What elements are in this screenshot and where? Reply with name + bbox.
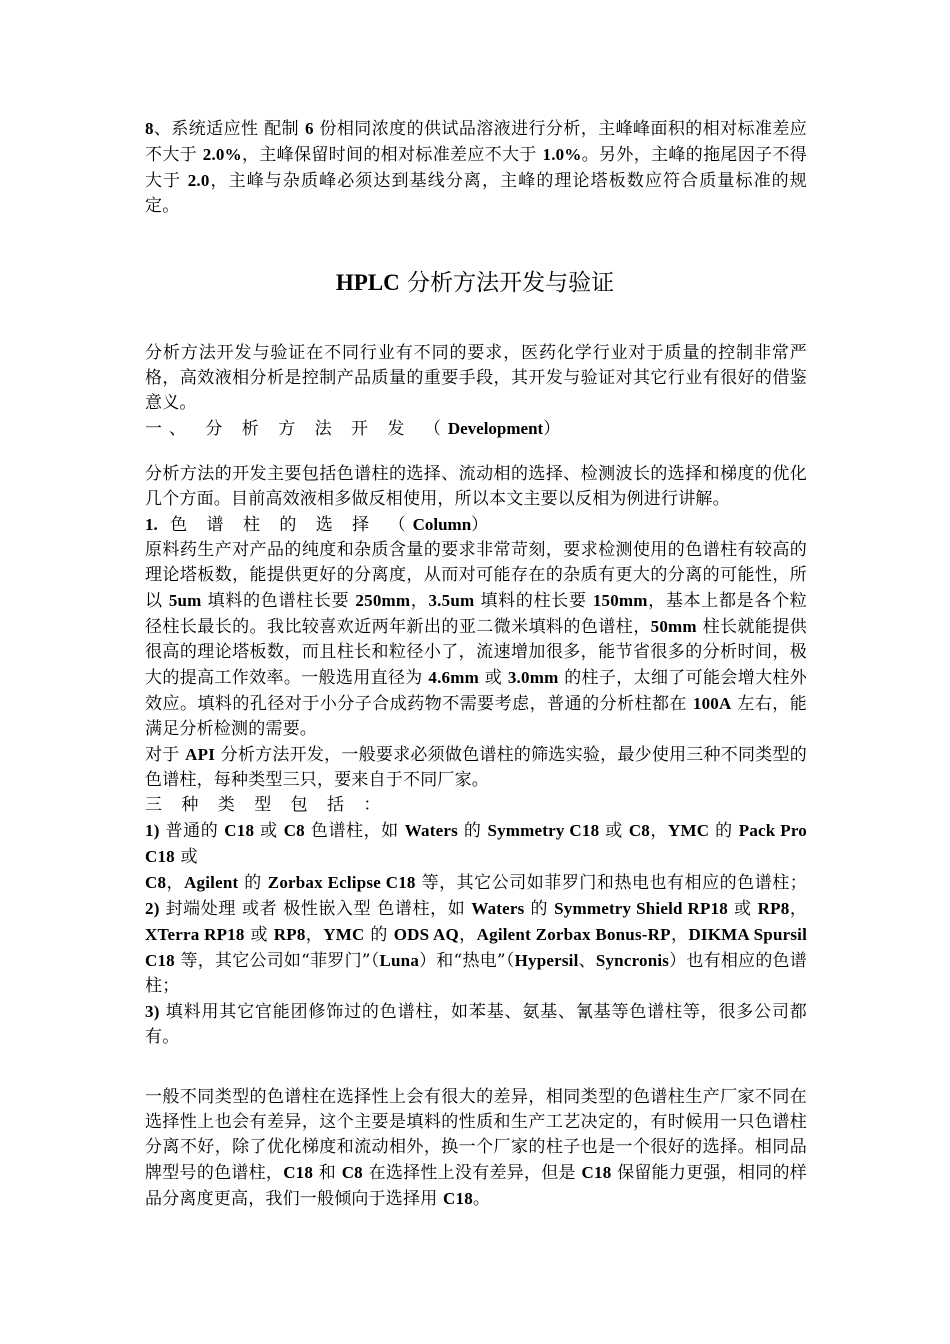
text-run: 三 种 类 型 包 括 ： <box>145 795 388 815</box>
text-run: 填料的柱长要 <box>474 591 593 611</box>
text-run: ） <box>471 515 496 535</box>
text-run: 封端处理 或者 极性嵌入型 色谱柱，如 <box>159 899 472 919</box>
text-run: 色 谱 柱 的 选 择 （ <box>157 515 413 535</box>
text-run: 3) <box>145 1002 160 1021</box>
text-run: 分析方法的开发主要包括色谱柱的选择、流动相的选择、检测波长的选择和梯度的优化几个方面。目前高效液相多做反相使用，所以本文主要以反相为例进行讲解。 <box>145 464 807 509</box>
system-suitability-paragraph <box>145 116 807 219</box>
page-title <box>0 266 950 300</box>
text-run: ， <box>650 821 668 841</box>
text-run: 色谱柱，如 <box>304 821 405 841</box>
text-run: ）也有相应的色谱柱； <box>145 951 807 996</box>
text-run: ，主峰与杂质峰必须达到基线分离，主峰的理论塔板数应符合质量标准的规定。 <box>145 171 807 216</box>
text-run: 左右，能满足分析检测的需要。 <box>145 694 807 739</box>
text-run: ，基本上都是各个粒径柱长最长的。我比较喜欢近两年新出的亚二微米填料的色谱柱， <box>145 591 807 637</box>
text-run: Syncronis <box>595 951 670 970</box>
text-run: HPLC <box>335 270 400 295</box>
text-run: ODS AQ <box>393 925 459 944</box>
text-run: 等，其它公司如菲罗门和热电也有相应的色谱柱； <box>415 873 807 893</box>
development-section <box>145 462 807 1050</box>
text-run: C18 <box>581 1163 612 1182</box>
text-run: C8 <box>145 873 167 892</box>
column-types-heading <box>145 793 807 818</box>
text-run: 在选择性上没有差异，但是 <box>362 1163 582 1183</box>
text-run: 原料药生产对产品的纯度和杂质含量的要求非常苛刻，要求检测使用的色谱柱有较高的理论塔板数，能提供更好的分离度，从而对可能存在的杂质有更大的分离的可能性，所以 <box>145 540 807 611</box>
text-run: Pack Pro C18 <box>145 821 807 866</box>
text-run: 的 <box>364 925 394 945</box>
text-run: 2) <box>145 899 160 918</box>
text-run: 100A <box>692 694 732 713</box>
text-run: C8 <box>283 821 305 840</box>
section-8-system-suitability <box>145 116 807 219</box>
text-run: ，主峰保留时间的相对标准差应不大于 <box>241 145 543 165</box>
text-run: 的 <box>457 821 488 841</box>
text-run: 分析方法开发与验证 <box>399 270 615 296</box>
text-run: 或 <box>244 925 274 945</box>
text-run: XTerra RP18 <box>145 925 245 944</box>
text-run: RP8 <box>273 925 306 944</box>
text-run: 或 <box>599 821 629 841</box>
text-run: 、 <box>578 951 596 971</box>
text-run: 填料的色谱柱长要 <box>201 591 356 611</box>
text-run: 1.0% <box>542 145 582 164</box>
text-run: ， <box>789 899 808 919</box>
text-run: API <box>185 745 216 764</box>
text-run: C8 <box>341 1163 363 1182</box>
text-run: 。 <box>472 1189 491 1209</box>
text-run: DIKMA Spursil C18 <box>145 925 808 970</box>
text-run: 的 <box>709 821 739 841</box>
text-run: 对于 <box>145 745 186 765</box>
selectivity-section <box>145 1085 807 1212</box>
text-run: 2.0% <box>202 145 242 164</box>
text-run: 。另外，主峰的拖尾因子不得大于 <box>145 145 807 191</box>
text-run: 保留能力更强，相同的样品分离度更高，我们一般倾向于选择用 <box>145 1163 807 1209</box>
text-run: Symmetry Shield RP18 <box>554 899 728 918</box>
text-run: 的 <box>524 899 555 919</box>
text-run: 一、 分 析 方 法 开 发 （ <box>145 419 448 439</box>
text-run: 等，其它公司如“菲罗门”（ <box>174 951 380 971</box>
text-run: Symmetry C18 <box>487 821 600 840</box>
text-run: Luna <box>379 951 420 970</box>
intro-paragraph <box>145 341 807 416</box>
text-run: 柱长就能提供很高的理论塔板数，而且柱长和粒径小了，流速增加很多，能节省很多的分析时间，极大的提高工作效率。一般选用直径为 <box>145 617 807 688</box>
text-run: 1. <box>145 515 158 534</box>
text-run: C8 <box>628 821 651 840</box>
text-run: 或 <box>478 668 508 688</box>
text-run: 或 <box>254 821 284 841</box>
text-run: Waters <box>471 899 525 918</box>
text-run: 分析方法开发与验证在不同行业有不同的要求，医药化学行业对于质量的控制非常严格，高效液相分析是控制产品质量的重要手段，其开发与验证对其它行业有很好的借鉴意义。 <box>145 343 807 413</box>
text-run: 普通的 <box>159 821 225 841</box>
text-run: 4.6mm <box>428 668 479 687</box>
text-run: 2.0 <box>187 171 210 190</box>
text-run: 填料用其它官能团修饰过的色谱柱，如苯基、氨基、氰基等色谱柱等，很多公司都有。 <box>145 1002 807 1047</box>
column-type-1 <box>145 818 807 870</box>
text-run: C18 <box>224 821 255 840</box>
text-run: 分析方法开发，一般要求必须做色谱柱的筛选实验，最少使用三种不同类型的色谱柱，每种类型三只，要来自于不同厂家。 <box>145 745 807 790</box>
column-paragraph-2 <box>145 742 807 793</box>
text-run: 250mm <box>355 591 411 610</box>
selectivity-paragraph <box>145 1085 807 1212</box>
text-run: YMC <box>323 925 365 944</box>
text-run: ， <box>166 873 185 893</box>
text-run: Column <box>412 515 472 534</box>
text-run: 6 <box>304 119 314 138</box>
text-run: 和 <box>313 1163 342 1183</box>
text-run: C18 <box>283 1163 314 1182</box>
text-run: Development <box>447 419 544 438</box>
text-run: Zorbax Eclipse C18 <box>267 873 416 892</box>
text-run: 5um <box>168 591 202 610</box>
text-run: 或 <box>728 899 758 919</box>
text-run: 份相同浓度的供试品溶液进行分析，主峰峰面积的相对标准差应不大于 <box>145 119 808 165</box>
column-paragraph-1 <box>145 538 807 742</box>
column-type-3 <box>145 999 807 1050</box>
intro-section <box>145 341 807 442</box>
text-run: 3.0mm <box>507 668 559 687</box>
text-run: ， <box>458 925 477 945</box>
text-run: 50mm <box>650 617 697 636</box>
text-run: 1) <box>145 821 160 840</box>
text-run: Agilent <box>184 873 239 892</box>
text-run: Agilent Zorbax Bonus-RP <box>476 925 671 944</box>
heading-column-selection <box>145 512 807 538</box>
text-run: 、系统适应性 配制 <box>153 119 305 139</box>
text-run: 的柱子，太细了可能会增大柱外效应。填料的孔径对于小分子合成药物不需要考虑，普通的分析柱都在 <box>145 668 807 714</box>
heading-development <box>145 416 807 442</box>
text-run: 一般不同类型的色谱柱在选择性上会有很大的差异，相同类型的色谱柱生产厂家不同在选择性上也会有差异，这个主要是填料的性质和生产工艺决定的，有时候用一只色谱柱分离不好，除了优化梯度和流动相外，换一个厂家的柱子也是一个很好的选择。相同品牌型号的色谱柱， <box>145 1087 807 1183</box>
text-run: 或 <box>174 847 198 867</box>
text-run: YMC <box>667 821 710 840</box>
text-run: C18 <box>443 1189 473 1208</box>
text-run: 的 <box>238 873 268 893</box>
text-run: Hypersil <box>514 951 579 970</box>
text-run: ） <box>543 419 568 439</box>
text-run: 3.5um <box>428 591 475 610</box>
text-run: Waters <box>404 821 458 840</box>
text-run: ）和“热电”（ <box>419 951 515 971</box>
text-run: 8 <box>145 119 154 138</box>
development-paragraph <box>145 462 807 512</box>
column-type-1-2-continuation <box>145 870 807 999</box>
text-run: ， <box>670 925 689 945</box>
text-run: ， <box>305 925 324 945</box>
text-run: 150mm <box>592 591 648 610</box>
text-run: ， <box>410 591 429 611</box>
text-run: RP8 <box>757 899 790 918</box>
